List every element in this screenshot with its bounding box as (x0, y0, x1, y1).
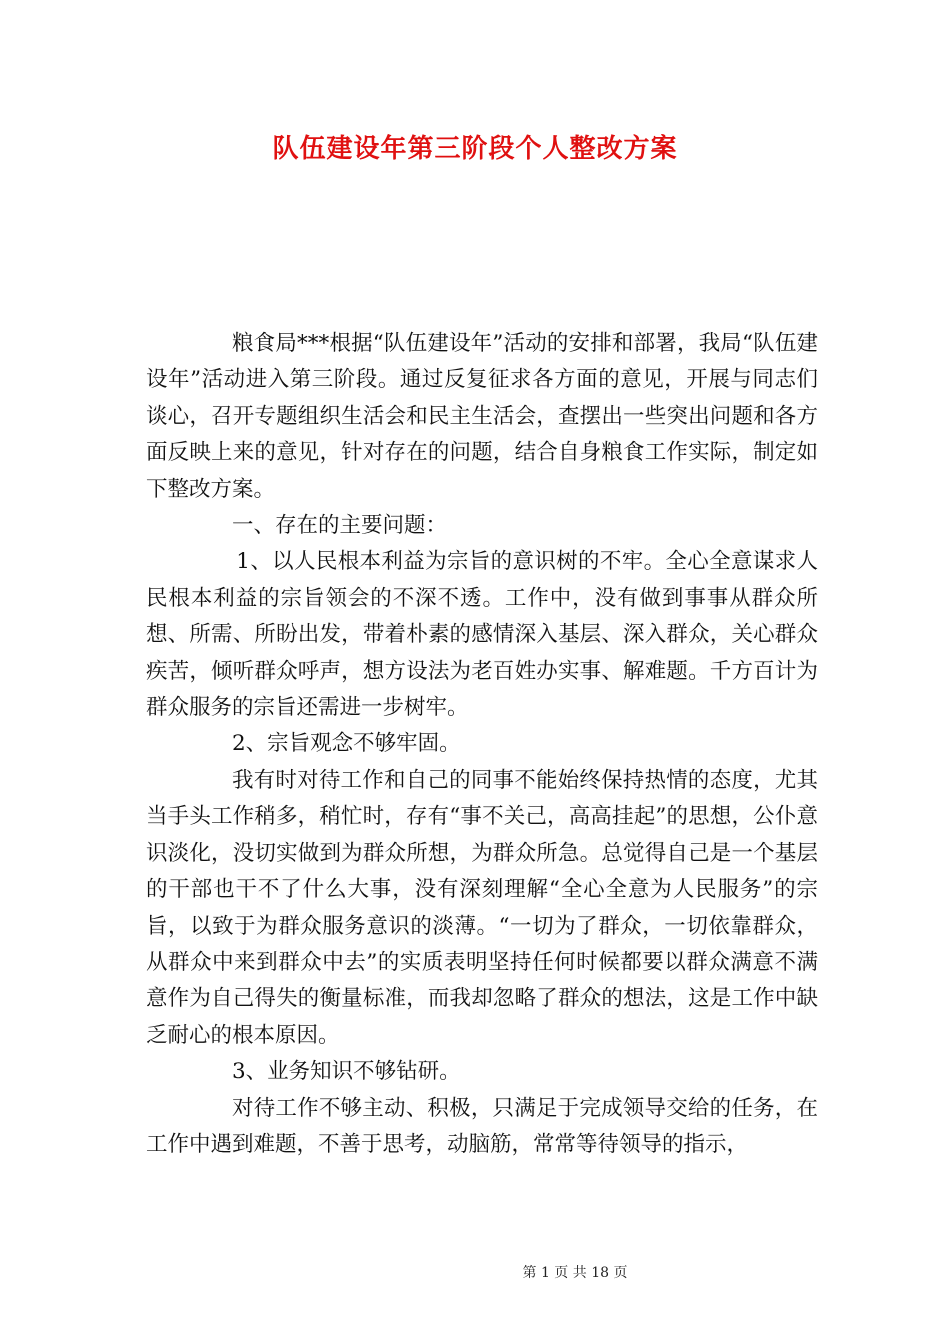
problem-item-1: 1、以人民根本利益为宗旨的意识树的不牢。全心全意谋求人民根本利益的宗旨领会的不深不透。工作中，没有做到事事从群众所想、所需、所盼出发，带着朴素的感情深入基层、深入群众，关心群众疾苦，倾听群众呼声，想方设法为老百姓办实事、解难题。千方百计为群众服务的宗旨还需进一步树牢。 (146, 549, 818, 721)
document-title: 队伍建设年第三阶段个人整改方案 (272, 134, 678, 164)
problem-item-3-body: 对待工作不够主动、积极，只满足于完成领导交给的任务，在工作中遇到难题，不善于思考，动脑筋，常常等待领导的指示， (146, 1095, 818, 1157)
page-number-footer (0, 1262, 950, 1282)
page-number-label: 第 1 页 共 18 页 (522, 1265, 628, 1281)
problem-item-2-body: 我有时对待工作和自己的同事不能始终保持热情的态度，尤其当手头工作稍多，稍忙时，存有“事不关己，高高挂起”的思想，公仆意识淡化，没切实做到为群众所想，为群众所急。总觉得自己是一个基层的干部也干不了什么大事，没有深刻理解“全心全意为人民服务”的宗旨，以致于为群众服务意识的淡薄。“一切为了群众，一切依靠群众，从群众中来到群众中去”的实质表明坚持任何时候都要以群众满意不满意作为自己得失的衡量标准，而我却忽略了群众的想法，这是工作中缺乏耐心的根本原因。 (146, 767, 818, 1048)
problem-item-3-heading: 3、业务知识不够钻研。 (232, 1059, 461, 1085)
problem-item-2-heading: 2、宗旨观念不够牢固。 (232, 731, 461, 757)
section-heading-problems: 一、存在的主要问题： (232, 513, 448, 539)
document-body (146, 326, 818, 1163)
intro-paragraph: 粮食局***根据“队伍建设年”活动的安排和部署，我局“队伍建设年”活动进入第三阶段。通过反复征求各方面的意见，开展与同志们谈心，召开专题组织生活会和民主生活会，查摆出一些突出问题和各方面反映上来的意见，针对存在的问题，结合自身粮食工作实际，制定如下整改方案。 (146, 331, 818, 502)
